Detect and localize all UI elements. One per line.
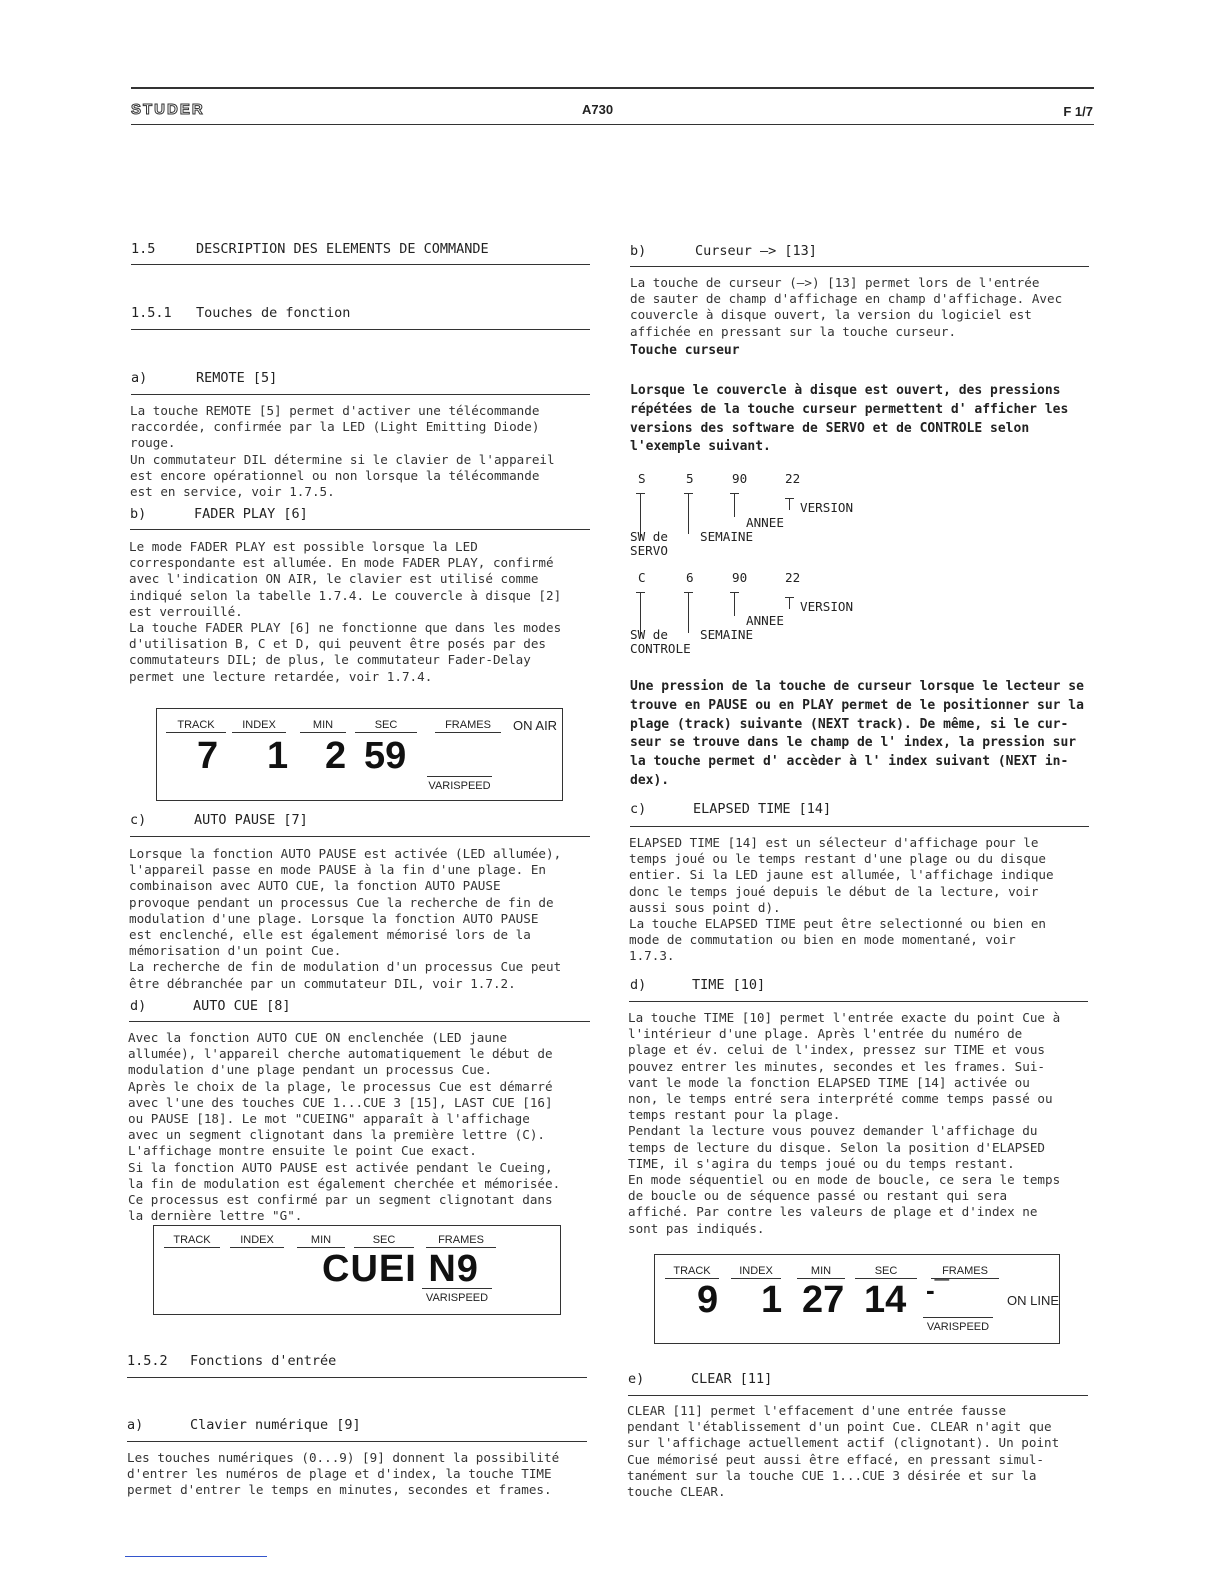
cursor-key-title: Touche curseur (630, 343, 740, 358)
divider (131, 264, 590, 265)
ex2-version-label: VERSION (800, 599, 854, 614)
frames-label: FRAMES (426, 1234, 496, 1248)
elapsed-time-paragraph: ELAPSED TIME [14] est un sélecteur d'affichage pour le temps joué ou le temps restant d'une plage ou du disque entier. Si la LED jaune est allumée, l'affichage indique donc le temps joué depuis le début de la lecture, voir aussi sous point d). La touche ELAPSED TIME peut être selectionné ou bien en mode de commutation ou bien en mode momentané, voir 1.7.3. (629, 835, 1054, 964)
display-cueing (153, 1225, 561, 1315)
divider (628, 1395, 1088, 1396)
divider (130, 836, 590, 837)
varispeed-label: VARISPEED (923, 1317, 993, 1333)
ex2-year: 90 (732, 570, 748, 585)
ex1-version-num: 22 (785, 471, 801, 486)
sec-label: SEC (354, 1234, 414, 1248)
auto-pause-paragraph: Lorsque la fonction AUTO PAUSE est activée (LED allumée), l'appareil passe en mode PAUSE à la fin d'une plage. En combinaison avec AUTO CUE, la fonction AUTO PAUSE provoque pendant un processus Cue la recherche de fin de modulation d'une plage. Lorsque la fonction AUTO PAUSE est enclenché, elle est également mémorisé lors de la mémorisation d'un point Cue. La recherche de fin de modulation d'un processus Cue peut être débranchée par un commutateur DIL, voir 1.7.2. (129, 846, 562, 991)
item-c-key: c) (630, 801, 647, 817)
ex1-annee-label: ANNEE (746, 515, 784, 530)
fader-play-paragraph: Le mode FADER PLAY est possible lorsque la LED correspondante est allumée. En mode FADER PLAY, confirmé avec l'indication ON AIR, le clavier est utilisé comme indiqué selon la tabelle 1.7.4. Le couvercle à disque [2] est verrouillé. La touche FADER PLAY [6] ne fonctionne que dans les modes d'utilisation B, C et D, qui peuvent être posés par des commutateurs DIL; de plus, le commutateur Fader-Delay permet une lecture retardée, voir 1.7.4. (129, 539, 562, 684)
item-b-title: Curseur —> [13] (695, 243, 817, 259)
ex2-week: 6 (686, 570, 694, 585)
header-top-rule (131, 87, 1094, 89)
ex1-week: 5 (686, 471, 694, 486)
time-paragraph: La touche TIME [10] permet l'entrée exacte du point Cue à l'intérieur d'une plage. Après l'entrée du numéro de plage et év. celui de l'index, pressez sur TIME et vous pouvez entrer les minutes, secondes et les frames. Sui- vant le mode la fonction ELAPSED TIME [14] activée ou non, le temps entré sera interprété comme temps passé ou temps restant pour la plage. Pendant la lecture vous pouvez demander l'affichage du temps de lecture du disque. Selon la position d'ELAPSED TIME, il s'agira du temps joué ou du temps restant. En mode séquentiel ou en mode de boucle, ce sera le temps de boucle ou de séquence passé ou restant qui sera affiché. Par contre les valeurs de plage et d'index ne sont pas indiqués. (628, 1010, 1061, 1236)
item-d-title: TIME [10] (692, 977, 766, 993)
sec-digits: 59 (364, 735, 407, 777)
bracket (688, 493, 689, 534)
min-label: MIN (797, 1265, 845, 1279)
item-d-key: d) (630, 977, 647, 993)
section-1-5-number: 1.5 (131, 241, 156, 257)
ex1-sw-letter: S (638, 471, 646, 486)
divider (127, 1441, 587, 1442)
divider (629, 1001, 1088, 1002)
track-digits: 7 (197, 735, 219, 777)
ex2-annee-label: ANNEE (746, 613, 784, 628)
ex2-semaine-label: SEMAINE (700, 627, 754, 642)
item-a-key: a) (131, 370, 148, 386)
item-a2-key: a) (127, 1417, 144, 1433)
ex2-version-num: 22 (785, 570, 801, 585)
bracket (734, 493, 735, 517)
index-label: INDEX (230, 1234, 284, 1248)
divider (131, 329, 590, 330)
divider (630, 826, 1089, 827)
min-label: MIN (297, 1234, 345, 1248)
item-e-key: e) (628, 1371, 645, 1387)
section-1-5-1-title: Touches de fonction (196, 305, 351, 321)
item-b-key: b) (130, 506, 147, 522)
bracket (734, 592, 735, 616)
index-label: INDEX (731, 1265, 781, 1279)
display-on-line (654, 1254, 1060, 1344)
item-e-title: CLEAR [11] (691, 1371, 773, 1387)
index-label: INDEX (232, 719, 286, 733)
min-label: MIN (300, 719, 346, 733)
bracket (789, 597, 790, 609)
frames-digits: -¯ (926, 1275, 950, 1305)
keypad-paragraph: Les touches numériques (0...9) [9] donnent la possibilité d'entrer les numéros de plage et d'index, la touche TIME permet d'entrer le temps en minutes, secondes et frames. (127, 1450, 560, 1498)
item-c-title: ELAPSED TIME [14] (693, 801, 832, 817)
frames-label: FRAMES (435, 719, 501, 733)
section-1-5-title: DESCRIPTION DES ELEMENTS DE COMMANDE (196, 241, 489, 257)
section-1-5-2-number: 1.5.2 (127, 1353, 168, 1369)
sec-label: SEC (355, 719, 417, 733)
divider (130, 529, 590, 530)
sec-digits: 14 (864, 1279, 907, 1321)
section-1-5-1-number: 1.5.1 (131, 305, 172, 321)
ex1-year: 90 (732, 471, 748, 486)
item-c-title: AUTO PAUSE [7] (194, 812, 308, 828)
item-a2-title: Clavier numérique [9] (190, 1417, 361, 1433)
display-on-air (156, 708, 563, 801)
item-d-title: AUTO CUE [8] (193, 998, 291, 1014)
track-label: TRACK (164, 1234, 220, 1248)
varispeed-label: VARISPEED (422, 1288, 492, 1304)
next-track-paragraph: Une pression de la touche de curseur lorsque le lecteur se trouve en PAUSE ou en PLAY permet de le positionner sur la plage (track) suivante (NEXT track). De même, si le cur- seur se trouve dans le champ de l' index, la pression sur la touche permet d' accèder à l' index suivant (NEXT in- dex). (630, 679, 1084, 788)
item-b-title: FADER PLAY [6] (194, 506, 308, 522)
divider (129, 1021, 590, 1022)
min-digits: 27 (802, 1279, 845, 1321)
item-d-key: d) (130, 998, 147, 1014)
sec-label: SEC (855, 1265, 917, 1279)
index-digits: 1 (267, 735, 289, 777)
remote-paragraph: La touche REMOTE [5] permet d'activer une télécommande raccordée, confirmée par la LED (Light Emitting Diode) rouge. Un commutateur DIL détermine si le clavier de l'appareil est encore opérationnel ou non lorsque la télécommande est en service, voir 1.7.5. (130, 403, 555, 500)
on-air-indicator: ON AIR (513, 718, 558, 733)
brand-logo: STUDER (131, 101, 205, 118)
divider (630, 266, 1089, 267)
frames-label: FRAMES (931, 1265, 999, 1279)
ex2-name: CONTROLE (630, 641, 691, 656)
footer-rule (125, 1556, 267, 1557)
ex2-sw-label: SW de (630, 627, 668, 642)
divider (131, 394, 590, 395)
ex1-sw-label: SW de (630, 529, 668, 544)
ex1-version-label: VERSION (800, 500, 854, 515)
on-line-indicator: ON LINE (1007, 1293, 1060, 1308)
item-b-key: b) (630, 243, 647, 259)
ex1-name: SERVO (630, 543, 668, 558)
cueing-text: CUEI N9 (322, 1248, 479, 1290)
page-number: F 1/7 (1063, 104, 1093, 119)
header-bottom-rule (131, 124, 1094, 125)
cursor-paragraph: La touche de curseur (—>) [13] permet lors de l'entrée de sauter de champ d'affichage en champ d'affichage. Avec couvercle à disque ouvert, la version du logiciel est affichée en pressant sur la touche curseur. (630, 275, 1063, 339)
model-name: A730 (582, 102, 614, 117)
track-label: TRACK (166, 719, 226, 733)
divider (127, 1377, 587, 1378)
item-a-title: REMOTE [5] (196, 370, 278, 386)
track-label: TRACK (665, 1265, 719, 1279)
cursor-bold-paragraph: Lorsque le couvercle à disque est ouvert, des pressions répétées de la touche curseur permettent d' afficher les versions des software de SERVO et de CONTROLE selon l'exemple suivant. (630, 383, 1069, 455)
min-digits: 2 (325, 735, 347, 777)
auto-cue-paragraph: Avec la fonction AUTO CUE ON enclenchée (LED jaune allumée), l'appareil cherche automatiquement le début de modulation d'une plage pendant un processus Cue. Après le choix de la plage, le processus Cue est démarré avec l'une des touches CUE 1...CUE 3 [15], LAST CUE [16] ou PAUSE [18]. Le mot "CUEING" apparaît à l'affichage avec un segment clignotant dans la première lettre (C). L'affichage montre ensuite le point Cue exact. Si la fonction AUTO PAUSE est activée pendant le Cueing, la fin de modulation est également cherchée et mémorisée. Ce processus est confirmé par un segment clignotant dans la dernière lettre "G". (128, 1030, 561, 1224)
index-digits: 1 (761, 1279, 783, 1321)
ex2-sw-letter: C (638, 570, 646, 585)
item-c-key: c) (130, 812, 147, 828)
clear-paragraph: CLEAR [11] permet l'effacement d'une entrée fausse pendant l'établissement d'un point Cue. CLEAR n'agit que sur l'affichage actuellement actif (clignotant). Un point Cue mémorisé peut aussi être effacé, en pressant simul- tanément sur la touche CUE 1...CUE 3 désirée et sur la touche CLEAR. (627, 1403, 1060, 1500)
section-1-5-2-title: Fonctions d'entrée (190, 1353, 337, 1369)
track-digits: 9 (697, 1279, 719, 1321)
bracket (789, 498, 790, 510)
ex1-semaine-label: SEMAINE (700, 529, 754, 544)
varispeed-label: VARISPEED (427, 776, 492, 792)
bracket (688, 592, 689, 633)
